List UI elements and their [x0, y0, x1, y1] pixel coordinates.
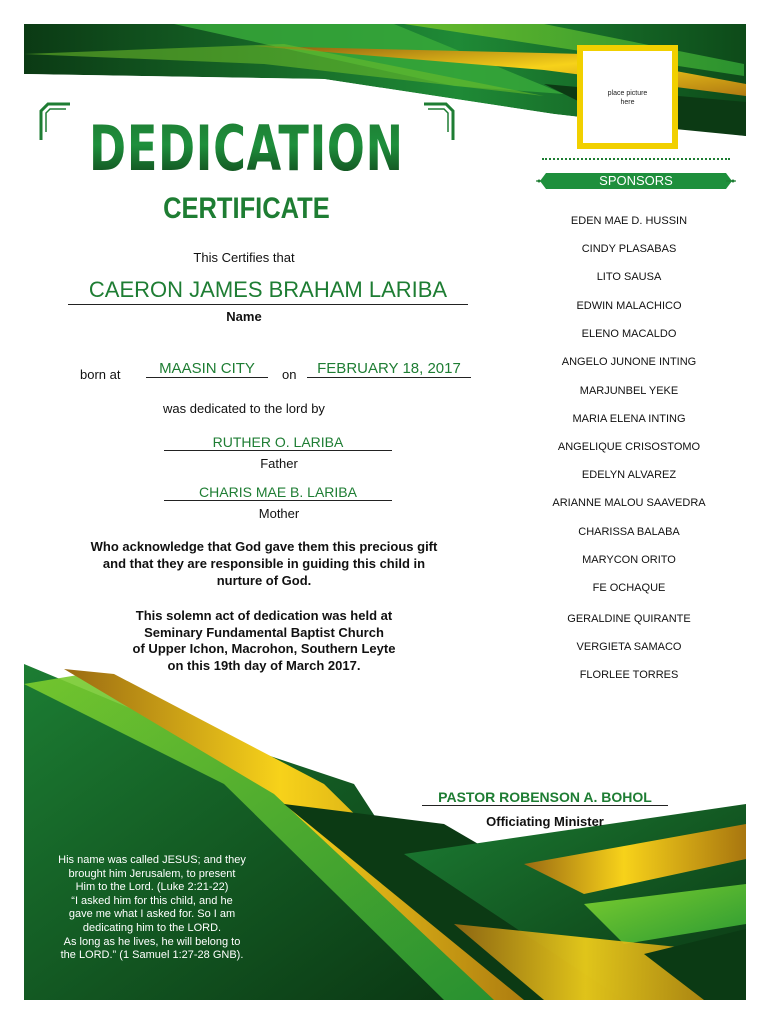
title-bracket-right [422, 102, 456, 142]
sponsors-dots [542, 158, 730, 162]
verse-line: gave me what I asked for. So I am [68, 908, 236, 921]
mother-label: Mother [258, 506, 300, 521]
mother-name: CHARIS MAE B. LARIBA [164, 484, 392, 501]
photo-placeholder-line: here [620, 99, 635, 106]
minister-name: PASTOR ROBENSON A. BOHOL [422, 789, 668, 806]
solemn-line: on this 19th day of March 2017. [167, 657, 361, 673]
photo-placeholder-line: place picture [607, 90, 648, 97]
acknowledge-line: nurture of God. [216, 573, 312, 588]
father-label: Father [260, 456, 298, 471]
sponsor-name: ARIANNE MALOU SAAVEDRA [552, 497, 706, 509]
verse-line: “I asked him for this child, and he [71, 894, 233, 907]
minister-label: Officiating Minister [486, 814, 604, 829]
acknowledge-line: and that they are responsible in guiding this child in [102, 556, 426, 571]
dedicated-text: was dedicated to the lord by [163, 401, 325, 416]
born-place: MAASIN CITY [146, 360, 268, 378]
sponsor-name: ANGELIQUE CRISOSTOMO [557, 441, 701, 453]
certifies-text: This Certifies that [193, 250, 295, 265]
sponsor-name: EDELYN ALVAREZ [581, 469, 677, 481]
certificate-subtitle: CERTIFICATE [163, 192, 330, 225]
sponsor-name: MARYCON ORITO [582, 554, 676, 566]
sponsor-name: FE OCHAQUE [592, 582, 666, 594]
sponsors-heading: SPONSORS [599, 173, 673, 188]
photo-placeholder[interactable] [577, 45, 678, 149]
verse-line: dedicating him to the LORD. [82, 921, 222, 934]
sponsor-name: LITO SAUSA [596, 271, 662, 283]
father-name: RUTHER O. LARIBA [164, 434, 392, 451]
sponsor-name: EDEN MAE D. HUSSIN [570, 215, 688, 227]
child-name: CAERON JAMES BRAHAM LARIBA [68, 277, 468, 305]
sponsor-name: GERALDINE QUIRANTE [567, 613, 691, 625]
sponsor-name: FLORLEE TORRES [579, 669, 679, 681]
verse-line: His name was called JESUS; and they [58, 854, 246, 866]
bible-verse [36, 854, 268, 963]
acknowledge-line: Who acknowledge that God gave them this precious gift [90, 539, 438, 554]
verse-line: Him to the Lord. (Luke 2:21-22) [75, 881, 229, 894]
on-label: on [282, 367, 297, 382]
born-at-label: born at [80, 367, 121, 382]
sponsor-name: ANGELO JUNONE INTING [561, 356, 697, 368]
born-date: FEBRUARY 18, 2017 [307, 360, 471, 378]
sponsor-name: CINDY PLASABAS [581, 243, 677, 255]
name-label: Name [226, 309, 262, 324]
certificate-page [24, 24, 746, 1000]
title-bracket-left [38, 102, 72, 142]
sponsor-name: VERGIETA SAMACO [576, 641, 682, 653]
solemn-line: Seminary Fundamental Baptist Church [144, 624, 384, 640]
verse-line: brought him Jerusalem, to present [68, 867, 236, 880]
verse-line: the LORD.” (1 Samuel 1:27-28 GNB). [60, 949, 244, 962]
acknowledge-paragraph [34, 538, 494, 589]
sponsor-name: ELENO MACALDO [581, 328, 677, 340]
solemn-paragraph [34, 608, 494, 674]
sponsor-name: MARJUNBEL YEKE [579, 385, 679, 397]
sponsor-name: CHARISSA BALABA [578, 526, 680, 538]
certificate-title: DEDICATION [89, 112, 404, 185]
sponsor-name: EDWIN MALACHICO [576, 300, 682, 312]
verse-line: As long as he lives, he will belong to [63, 935, 241, 948]
solemn-line: of Upper Ichon, Macrohon, Southern Leyte [132, 641, 396, 656]
solemn-line: This solemn act of dedication was held at [135, 608, 393, 623]
sponsor-name: MARIA ELENA INTING [572, 413, 686, 425]
